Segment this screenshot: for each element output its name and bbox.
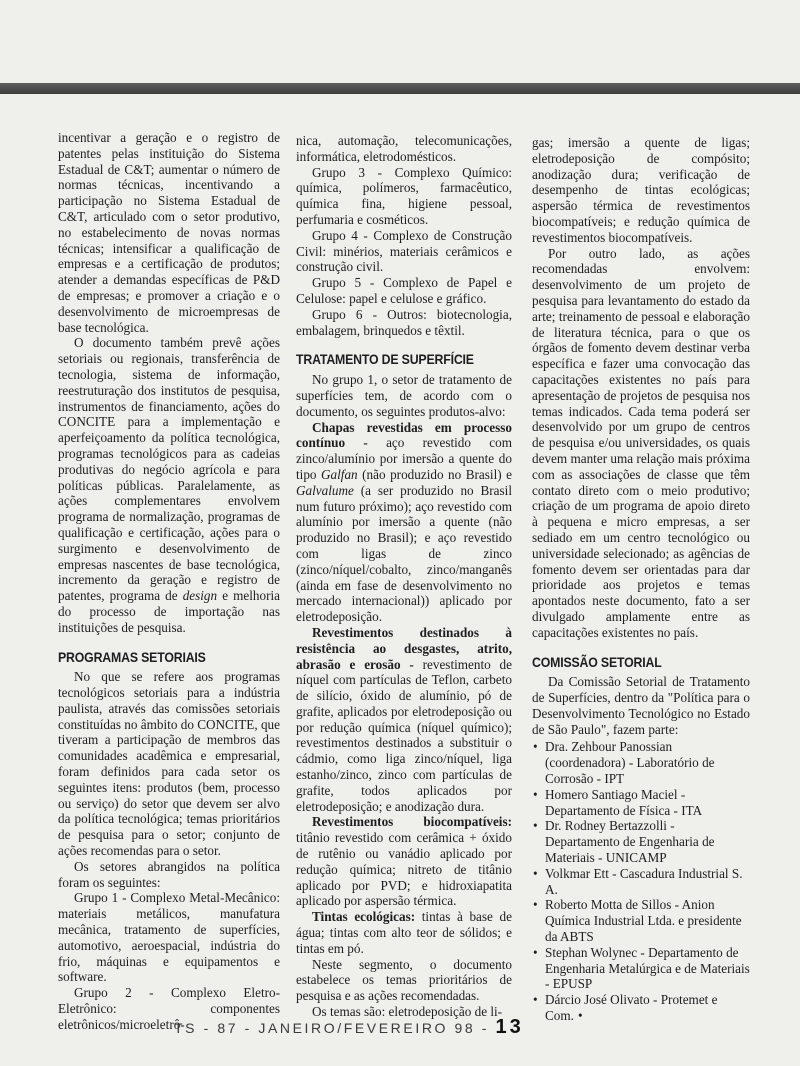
- group-item: Grupo 4 - Complexo de Construção Civil: minérios, materiais cerâmicos e construção civil.: [296, 227, 512, 275]
- paragraph-revestimentos: Revestimentos destinados à resistência ao desgastes, atrito, abrasão e erosão - revestimento de níquel com partículas de Teflon, carbeto de silício, óxido de alumínio, pó de grafite, aplicados por eletrodeposição ou por redução química (níquel químico); revestimentos destinados a substituir o cádmio, como liga zinco/níquel, liga estanho/zinco, zinco com partículas de grafite, todos aplicados por eletrodeposição; e anodização dura.: [296, 624, 513, 814]
- header-bar: [0, 83, 800, 94]
- column-2: [296, 133, 512, 1020]
- list-item: • Roberto Motta de Sillos - Anion Química Industrial Ltda. e presidente da ABTS: [532, 897, 750, 944]
- paragraph-biocompativeis: Revestimentos biocompatíveis: titânio revestido com cerâmica + óxido de rutênio ou vanádio aplicado por redução química; nitreto de titânio aplicado por PVD; e hidroxiapatita aplicado por aspersão térmica.: [296, 814, 512, 909]
- paragraph: Os temas são: eletrodeposição de li-: [312, 1004, 503, 1020]
- end-mark: •: [577, 1008, 583, 1024]
- column-1: [58, 130, 280, 1033]
- list-item: • Dra. Zehbour Panossian (coordenadora) - Laboratório de Corrosão - IPT: [532, 739, 750, 786]
- paragraph-tintas: Tintas ecológicas: tintas à base de água; tintas com alto teor de sólidos; e tintas em pó.: [296, 909, 512, 956]
- paragraph: Da Comissão Setorial de Tratamento de Superfícies, dentro da "Política para o Desenvolvimento Tecnológico no Estado de São Paulo", fazem parte:: [532, 674, 750, 737]
- group-item: Grupo 2 - Complexo Eletro-Eletrônico: componentes eletrônicos/microeletrô-: [58, 985, 280, 1032]
- footer-text: TS - 87 - JANEIRO/FEVEREIRO 98 -: [174, 1020, 490, 1036]
- group-item: Grupo 1 - Complexo Metal-Mecânico: materiais metálicos, manufatura mecânica, tratamento de superfícies, automotivo, aeroespacial, indústria do frio, máquinas e equipamentos e software.: [58, 890, 280, 985]
- list-item: • Stephan Wolynec - Departamento de Engenharia Metalúrgica e de Materiais - EPUSP: [532, 945, 750, 992]
- list-item: • Dárcio José Olivato - Protemet e Com. •: [532, 992, 750, 1024]
- section-heading-programas: PROGRAMAS SETORIAIS: [58, 648, 206, 665]
- paragraph: Neste segmento, o documento estabelece os temas prioritários de pesquisa e as ações recomendadas.: [296, 956, 512, 1004]
- paragraph: nica, automação, telecomunicações, informática, eletrodomésticos.: [296, 133, 512, 164]
- group-item: Grupo 6 - Outros: biotecnologia, embalagem, brinquedos e têxtil.: [296, 306, 512, 338]
- page-footer: [174, 1016, 524, 1039]
- paragraph: Os setores abrangidos na política foram os seguintes:: [58, 858, 280, 890]
- column-3: [532, 135, 750, 1024]
- group-item: Grupo 5 - Complexo de Papel e Celulose: papel e celulose e gráfico.: [296, 275, 512, 306]
- list-item: • Homero Santiago Maciel - Departamento de Física - ITA: [532, 787, 750, 819]
- page-number: 13: [495, 1016, 524, 1038]
- list-item: • Volkmar Ett - Cascadura Industrial S. A.: [532, 866, 750, 898]
- group-item: Grupo 3 - Complexo Químico: química, polímeros, farmacêutico, química fina, higiene pessoal, perfumaria e cosméticos.: [296, 164, 512, 227]
- section-heading-comissao: COMISSÃO SETORIAL: [532, 653, 662, 670]
- list-item: • Dr. Rodney Bertazzolli - Departamento de Engenharia de Materiais - UNICAMP: [532, 818, 750, 865]
- paragraph: No grupo 1, o setor de tratamento de superfícies tem, de acordo com o documento, os seguintes produtos-alvo:: [296, 372, 512, 419]
- paragraph: No que se refere aos programas tecnológicos setoriais para a indústria paulista, através das comissões setoriais constituídas no âmbito do CONCITE, que tiveram a participação de membros das comunidades acadêmica e empresarial, foram definidos para cada setor os seguintes itens: produtos (bem, processo ou serviço) do setor que devem ser alvo da política tecnológica; temas prioritários de pesquisa para o setor; conjunto de ações recomendas para o setor.: [58, 669, 280, 859]
- paragraph: Por outro lado, as ações recomendadas envolvem: desenvolvimento de um projeto de pesquisa para levantamento do estado da arte; treinamento de pessoal e elaboração de literatura técnica, para o que os órgãos de fomento devem destinar verba específica e fazer uma convocação das capacitações existentes no país para apresentação de projetos de pesquisa nos temas indicados. Cada tema poderá ser desenvolvido por um grupo de centros de pesquisa e/ou universidades, os quais devem manter uma relação mais próxima com as associações de classe que têm contato direto com o meio produtivo; criação de um programa de apoio direto à pequena e micro empresas, a ser sediado em um centro tecnológico ou universidade selecionado; as agências de fomento devem ser orientadas para dar prioridade aos projetos e temas apontados neste documento, fato a ser divulgado amplamente entre as capacitações existentes no país.: [532, 245, 750, 640]
- paragraph: gas; imersão a quente de ligas; eletrodeposição de compósito; anodização dura; verificação de desempenho de tintas ecológicas; aspersão térmica de revestimentos biocompatíveis; e redução química de revestimentos biocompatíveis.: [532, 135, 750, 245]
- paragraph-chapas: Chapas revestidas em processo contínuo - aço revestido com zinco/alumínio por imersão a quente do tipo Galfan (não produzido no Brasil) e Galvalume (a ser produzido no Brasil num futuro próximo); aço revestido com alumínio por imersão a quente (não produzido no Brasil); e aço revestido com ligas de zinco (zinco/níquel/cobalto, zinco/manganês (ainda em fase de desenvolvimento no mercado internacional)) aplicado por eletrodeposição.: [296, 419, 512, 625]
- member-list: [532, 739, 750, 1023]
- section-heading-tratamento: TRATAMENTO DE SUPERFÍCIE: [296, 351, 474, 368]
- paragraph: O documento também prevê ações setoriais ou regionais, transferência de tecnologia, sistema de informação, reestruturação dos institutos de pesquisa, instrumentos de financiamento, ações do CONCITE para a implementação e aperfeiçoamento da política tecnológica, programas tecnológicos para as cadeias produtivas do negócio agrícola e para políticas públicas. Paralelamente, as ações complementares envolvem programa de normalização, programas de qualificação e certificação, ações para o surgimento e desenvolvimento de empresas nascentes de base tecnológica, incremento da geração e registro de patentes, programa de design e melhoria do processo de importação nas instituições de pesquisa.: [58, 335, 280, 635]
- paragraph: incentivar a geração e o registro de patentes pelas instituição do Sistema Estadual de C&T; aumentar o número de normas técnicas, incentivando a participação no Sistema Estadual de C&T, articulado com o setor produtivo, no estabelecimento de novas normas técnicas; intensificar a qualificação de empresas e a certificação de produtos; atender a demandas específicas de P&D de empresas; e promover a criação e o desenvolvimento de microempresas de base tecnológica.: [58, 130, 280, 335]
